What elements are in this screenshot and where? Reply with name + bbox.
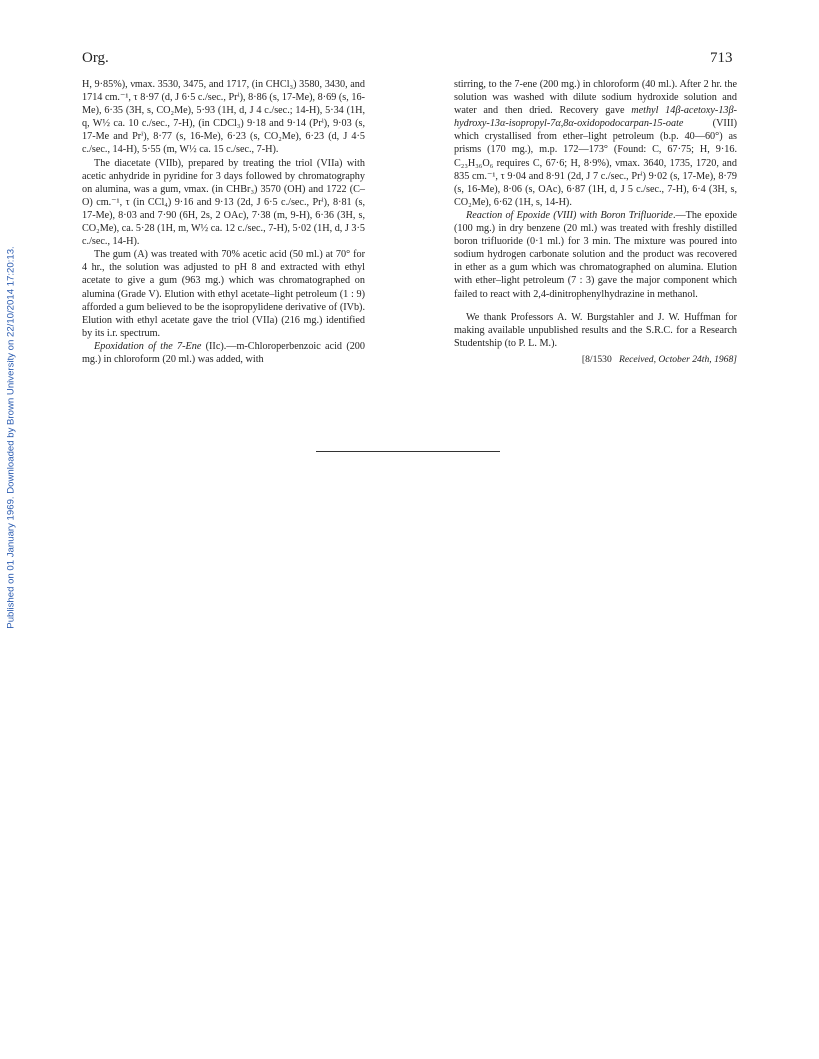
left-paragraph-3: The gum (A) was treated with 70% acetic acid (50 ml.) at 70° for 4 hr., the solution was adjusted to pH 8 and extracted with ethyl acetate to give a gum (963 mg.) which was chromatographed on alumina (Grade V). Elution with ethyl acetate–light petroleum (1 : 9) afforded a gum believed to be the isopropylidene derivative of (IVb). Elution with ethyl acetate gave the triol (VIIa) (216 mg.) identified by its i.r. spectrum. [82,249,365,339]
compound-name: methyl 14β-acetoxy-13β-hydroxy-13α-isopropyl-7α,8α-oxidopodocarpan-15-oate [454,105,737,130]
left-column [82,78,365,366]
right-column [454,78,737,366]
left-paragraph-2: The diacetate (VIIb), prepared by treating the triol (VIIa) with acetic anhydride in pyridine for 3 days followed by chromatography on alumina, was a gum, νmax. (in CHBr₃) 3570 (OH) and 1722 (C–O) cm.⁻¹, τ (in CCl₄) 9·16 and 9·13 (2d, J 6·5 c./sec., Prⁱ), 8·81 (s, 17-Me), 8·03 and 7·90 (6H, 2s, 2 OAc), 7·38 (m, 9-H), 6·36 (3H, s, CO₂Me), ca. 5·28 (1H, m, W½ ca. 12 c./sec., 7-H), 5·02 (1H, d, J 3·5 c./sec., 14-H). [82,157,365,248]
page-number: 713 [710,50,733,66]
left-paragraph-1: H, 9·85%), νmax. 3530, 3475, and 1717, (in CHCl₃) 3580, 3430, and 1714 cm.⁻¹, τ 8·97 (d, J 6·5 c./sec., Prⁱ), 8·86 (s, 17-Me), 8·69 (s, 16-Me), 6·35 (3H, s, CO₂Me), 5·93 (1H, d, J 4 c./sec.; 14-H), 5·34 (1H, q, W½ ca. 10 c./sec., 7-H), (in CDCl₃) 9·18 and 9·14 (Prⁱ), 9·03 (s, 17-Me and Prⁱ), 8·77 (s, 16-Me), 6·23 (s, CO₂Me), 6·23 (d, J 4·5 c./sec., 14-H), 5·55 (m, W½ ca. 15 c./sec., 7-H). [82,79,365,156]
epoxidation-text: (IIc).—m-Chloroperbenzoic acid (200 mg.) in chloroform (20 ml.) was added, with [82,340,365,365]
compound-data: (VIII) which crystallised from ether–light petroleum (b.p. 40—60°) as prisms (170 mg.), m.p. 172—173° (Found: C, 67·75; H, 9·16. C₂₃H₃₆O₆ requires C, 67·6; H, 8·9%), νmax. 3640, 1735, 1720, and 835 cm.⁻¹, τ 9·04 and 8·91 (2d, J 7 c./sec., Prⁱ) 9·02 (s, 17-Me), 8·79 (s, 16-Me), 8·06 (s, OAc), 6·87 (1H, d, J 5 c./sec., 7-H), 6·4 (3H, s, CO₂Me), 6·62 (1H, s, 14-H). [454,118,737,208]
reference-number: [8/1530 [581,353,612,365]
boron-heading: Reaction of Epoxide (VIII) with Boron Trifluoride [466,209,673,221]
acknowledgement: We thank Professors A. W. Burgstahler and J. W. Huffman for making available unpublished results and the S.R.C. for a Research Studentship (to P. L. M.). [454,311,737,349]
end-rule [316,451,500,452]
epoxidation-heading: Epoxidation of the 7-Ene [94,340,202,352]
download-notice-text: Published on 01 January 1969. Downloaded by Brown University on 22/10/2014 17:20:13. [5,246,17,629]
right-paragraph-1 [454,78,737,209]
boron-text: .—The epoxide (100 mg.) in dry benzene (20 ml.) was treated with freshly distilled boron trifluoride (0·1 ml.) for 3 min. The mixture was poured into sodium hydrogen carbonate solution and the product was recovered in ether as a gum which was chromatographed on alumina. Elution with ether–light petroleum (7 : 3) gave the major component which failed to react with 2,4-dinitrophenylhydrazine in methanol. [454,209,737,300]
right-paragraph-2 [454,209,737,301]
download-notice [3,240,19,635]
left-paragraph-4 [82,340,365,366]
received-line [454,353,737,366]
journal-name: Org. [82,50,109,66]
epoxidation-continued: stirring, to the 7-ene (200 mg.) in chloroform (40 ml.). After 2 hr. the solution was washed with dilute sodium hydroxide solution and water and then dried. Recovery gave [454,79,737,117]
received-date: Received, October 24th, 1968] [618,353,737,365]
